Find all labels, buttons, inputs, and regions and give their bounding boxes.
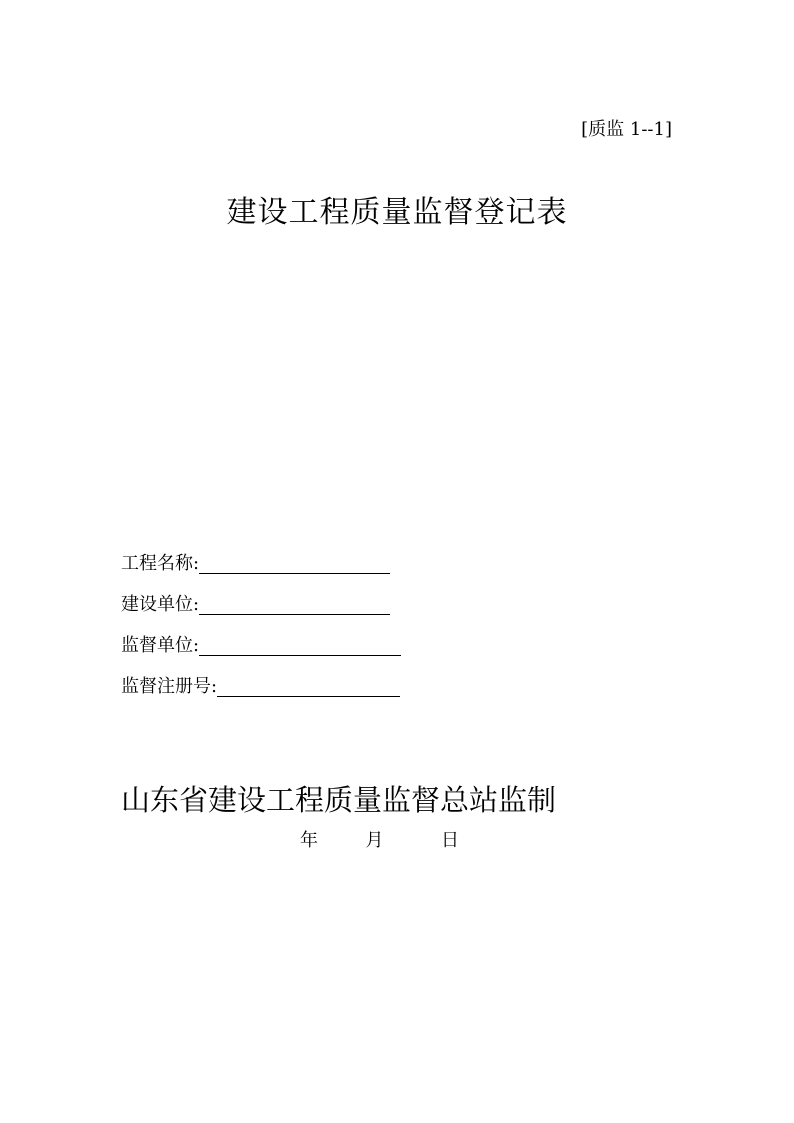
date-year-label: 年 [300,830,318,851]
field-label-registration-number: 监督注册号: [121,676,218,697]
field-blank-project-name[interactable] [199,553,390,574]
field-registration-number [121,659,401,700]
form-code: [质监 1--1] [581,119,672,140]
date-month-label: 月 [365,830,384,851]
date-day-label: 日 [440,830,459,851]
issuing-organization: 山东省建设工程质量监督总站监制 [121,783,557,817]
field-label-construction-unit: 建设单位: [121,594,200,615]
document-title: 建设工程质量监督登记表 [226,195,568,230]
field-label-project-name: 工程名称: [121,553,200,574]
field-blank-registration-number[interactable] [217,676,400,697]
field-label-supervision-unit: 监督单位: [121,635,200,656]
field-supervision-unit [121,618,401,659]
registration-fields [121,536,401,700]
field-construction-unit [121,577,401,618]
date-line [300,828,459,854]
field-project-name [121,536,401,577]
field-blank-construction-unit[interactable] [199,594,390,615]
field-blank-supervision-unit[interactable] [199,635,401,656]
